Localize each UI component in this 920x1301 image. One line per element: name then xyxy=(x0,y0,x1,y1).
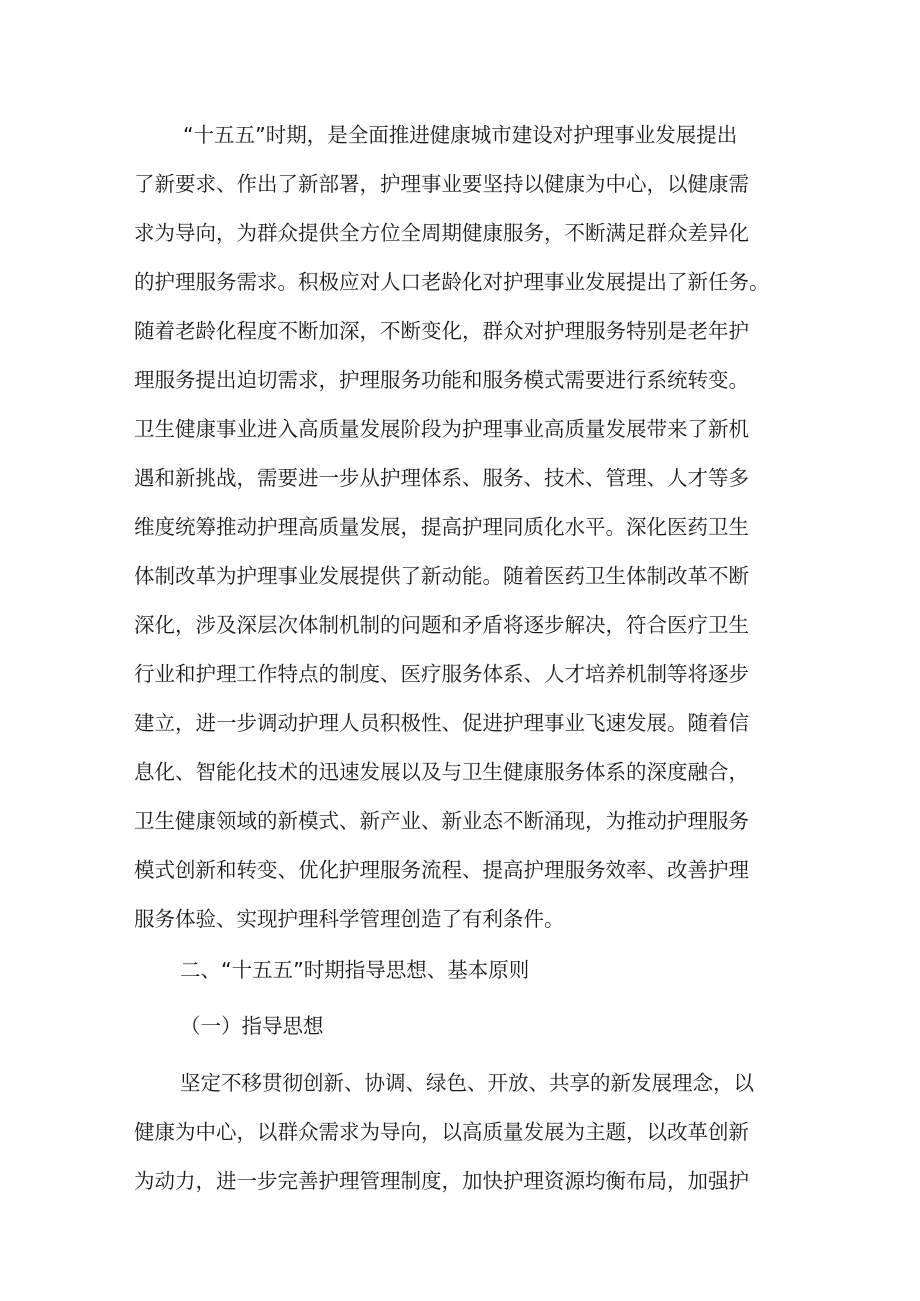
paragraph-line: 行业和护理工作特点的制度、医疗服务体系、人才培养机制等将逐步 xyxy=(134,662,749,686)
paragraph-line: 维度统筹推动护理高质量发展，提高护理同质化水平。深化医药卫生 xyxy=(134,515,749,539)
section-heading: 二、“十五五”时期指导思想、基本原则 xyxy=(180,958,530,982)
paragraph-line: 求为导向，为群众提供全方位全周期健康服务，不断满足群众差异化 xyxy=(134,221,749,245)
paragraph-line: 为动力，进一步完善护理管理制度，加快护理资源均衡布局，加强护 xyxy=(134,1169,749,1193)
paragraph-line: 的护理服务需求。积极应对人口老龄化对护理事业发展提出了新任务。 xyxy=(134,270,770,294)
paragraph-line: 卫生健康领域的新模式、新产业、新业态不断涌现，为推动护理服务 xyxy=(134,809,749,833)
paragraph-line: 了新要求、作出了新部署，护理事业要坚持以健康为中心，以健康需 xyxy=(134,172,749,196)
paragraph-line: “十五五”时期，是全面推进健康城市建设对护理事业发展提出 xyxy=(183,123,738,147)
paragraph-line: 服务体验、实现护理科学管理创造了有利条件。 xyxy=(134,907,565,931)
paragraph-line: 坚定不移贯彻创新、协调、绿色、开放、共享的新发展理念，以 xyxy=(180,1071,754,1095)
paragraph-line: 息化、智能化技术的迅速发展以及与卫生健康服务体系的深度融合， xyxy=(134,760,749,784)
paragraph-line: 模式创新和转变、优化护理服务流程、提高护理服务效率、改善护理 xyxy=(134,858,749,882)
paragraph-line: 健康为中心，以群众需求为导向，以高质量发展为主题，以改革创新 xyxy=(134,1120,749,1144)
paragraph-line: 体制改革为护理事业发展提供了新动能。随着医药卫生体制改革不断 xyxy=(134,564,749,588)
paragraph-line: 卫生健康事业进入高质量发展阶段为护理事业高质量发展带来了新机 xyxy=(134,417,749,441)
paragraph-line: 遇和新挑战，需要进一步从护理体系、服务、技术、管理、人才等多 xyxy=(134,466,749,490)
paragraph-line: 随着老龄化程度不断加深，不断变化，群众对护理服务特别是老年护 xyxy=(134,319,749,343)
paragraph-line: 理服务提出迫切需求，护理服务功能和服务模式需要进行系统转变。 xyxy=(134,368,749,392)
paragraph-line: 建立，进一步调动护理人员积极性、促进护理事业飞速发展。随着信 xyxy=(134,711,749,735)
subsection-heading: （一）指导思想 xyxy=(180,1014,324,1038)
paragraph-line: 深化，涉及深层次体制机制的问题和矛盾将逐步解决，符合医疗卫生 xyxy=(134,613,749,637)
